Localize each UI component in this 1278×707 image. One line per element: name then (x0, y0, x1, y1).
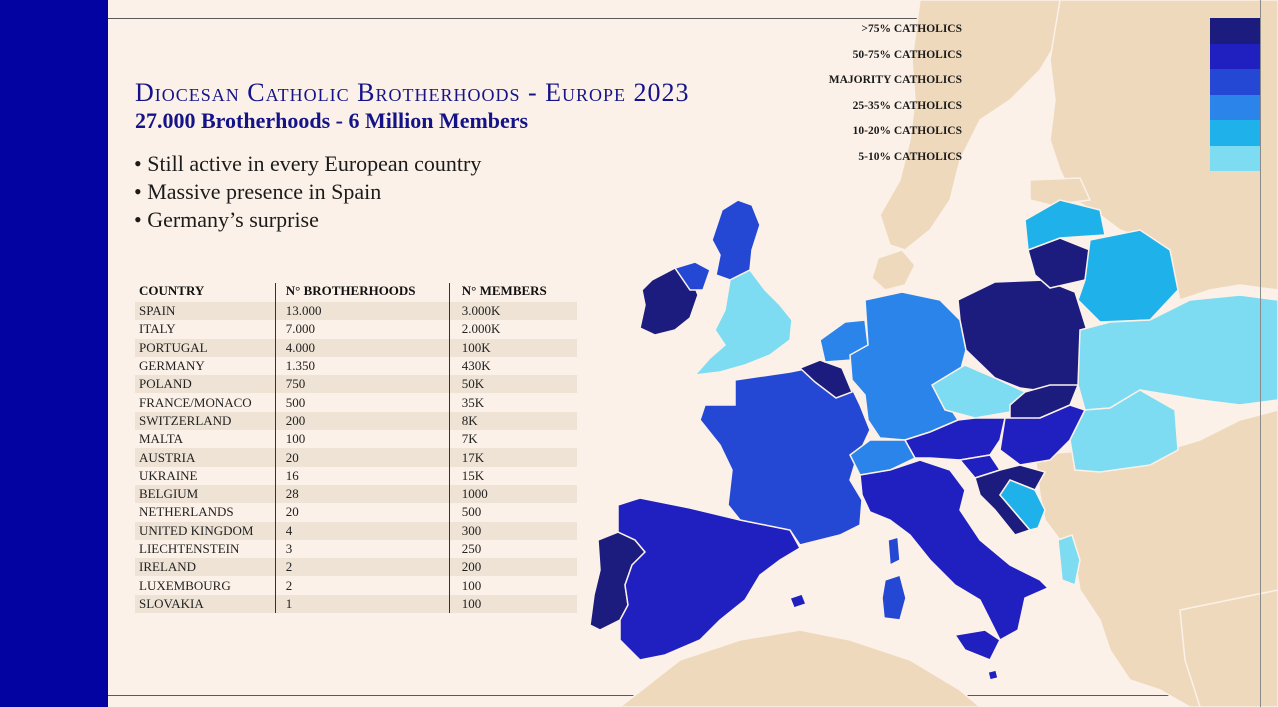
table-row (135, 522, 577, 540)
country-cell: SPAIN (139, 303, 176, 319)
legend-label: 5-10% CATHOLICS (858, 150, 962, 163)
table-row (135, 430, 577, 448)
members-cell: 17K (461, 449, 485, 465)
table-row (135, 393, 577, 411)
brotherhoods-cell: 1.350 (285, 358, 315, 374)
members-cell: 35K (461, 394, 485, 410)
brotherhoods-cell: 4 (285, 522, 293, 538)
corsica (888, 537, 900, 565)
country-cell: ITALY (139, 321, 176, 337)
legend-swatch (1210, 44, 1260, 70)
legend-label: 25-35% CATHOLICS (852, 99, 962, 112)
members-cell: 7K (461, 431, 478, 447)
legend-swatch (1210, 120, 1260, 146)
table-row (135, 467, 577, 485)
legend-label: 10-20% CATHOLICS (852, 125, 962, 137)
country-cell: UKRAINE (139, 467, 198, 483)
brotherhoods-cell: 2 (285, 559, 293, 575)
table-row (135, 576, 577, 594)
members-cell: 100K (461, 339, 491, 355)
legend-label: MAJORITY CATHOLICS (828, 74, 962, 86)
left-color-band (0, 0, 108, 707)
brotherhoods-cell: 16 (285, 467, 299, 483)
members-cell: 50K (461, 376, 485, 392)
brotherhoods-cell: 4.000 (285, 339, 315, 355)
country-cell: NETHERLANDS (139, 504, 234, 520)
table-body (135, 302, 577, 613)
sardinia (882, 575, 906, 620)
legend-swatch (1210, 18, 1260, 44)
right-frame-line (1260, 0, 1261, 707)
scotland (712, 200, 760, 280)
header-members: N° MEMBERS (461, 282, 547, 298)
members-cell: 100 (461, 577, 482, 593)
members-cell: 15K (461, 467, 485, 483)
country-cell: SWITZERLAND (139, 412, 232, 428)
germany (850, 292, 966, 440)
key-point: • Still active in every European country (134, 150, 481, 178)
table-row (135, 412, 577, 430)
sicily (955, 630, 1000, 660)
table-row (135, 302, 577, 320)
country-cell: LUXEMBOURG (139, 577, 231, 593)
turkey (1180, 590, 1278, 707)
members-cell: 250 (461, 541, 482, 556)
members-cell: 430K (461, 358, 491, 374)
table-row (135, 320, 577, 338)
header-brotherhoods: N° BROTHERHOODS (285, 282, 416, 298)
brotherhoods-cell: 200 (285, 412, 306, 428)
country-cell: BELGIUM (139, 486, 199, 502)
country-cell: AUSTRIA (139, 449, 196, 465)
key-points-list (134, 150, 481, 234)
brotherhoods-cell: 100 (285, 431, 306, 447)
members-cell: 8K (461, 412, 478, 428)
country-cell: IRELAND (139, 559, 197, 575)
country-cell: MALTA (139, 431, 183, 447)
country-cell: LIECHTENSTEIN (139, 541, 240, 556)
members-cell: 300 (461, 522, 482, 538)
key-point: • Germany’s surprise (134, 206, 481, 234)
members-cell: 100 (461, 595, 482, 611)
members-cell: 2.000K (461, 321, 501, 337)
brotherhoods-cell: 1 (285, 595, 293, 611)
great-britain (695, 270, 792, 375)
table-row (135, 357, 577, 375)
legend-swatch (1210, 95, 1260, 121)
legend-swatch (1210, 69, 1260, 95)
brotherhoods-cell: 7.000 (285, 321, 315, 337)
brotherhoods-table (135, 281, 577, 613)
country-cell: POLAND (139, 376, 192, 392)
page-subtitle: 27.000 Brotherhoods - 6 Million Members (135, 108, 529, 133)
column-separator (275, 283, 276, 613)
brotherhoods-cell: 13.000 (285, 303, 322, 319)
brotherhoods-cell: 500 (285, 394, 306, 410)
table-row (135, 375, 577, 393)
members-cell: 200 (461, 559, 482, 575)
brotherhoods-cell: 20 (285, 449, 299, 465)
balearics (790, 594, 806, 608)
members-cell: 500 (461, 504, 482, 520)
members-cell: 1000 (461, 486, 488, 502)
table-header (135, 281, 577, 300)
table-row (135, 339, 577, 357)
country-cell: PORTUGAL (139, 339, 208, 355)
brotherhoods-cell: 20 (285, 504, 299, 520)
country-cell: GERMANY (139, 358, 205, 374)
denmark (872, 250, 915, 290)
country-cell: FRANCE/MONACO (139, 394, 252, 410)
header-country: COUNTRY (139, 282, 205, 298)
brotherhoods-cell: 3 (285, 541, 293, 556)
table-row (135, 448, 577, 466)
legend-label: 50-75% CATHOLICS (852, 48, 962, 61)
legend-label: >75% CATHOLICS (861, 23, 962, 35)
country-cell: SLOVAKIA (139, 595, 204, 611)
malta (988, 670, 998, 680)
brotherhoods-cell: 28 (285, 486, 299, 502)
table-row (135, 558, 577, 576)
table-row (135, 540, 577, 558)
table-row (135, 503, 577, 521)
key-point: • Massive presence in Spain (134, 178, 481, 206)
country-cell: UNITED KINGDOM (139, 522, 254, 538)
page-title: Diocesan Catholic Brotherhoods - Europe 2023 (135, 78, 690, 107)
column-separator (449, 283, 450, 613)
members-cell: 3.000K (461, 303, 501, 319)
table-row (135, 485, 577, 503)
brotherhoods-cell: 750 (285, 376, 306, 392)
brotherhoods-cell: 2 (285, 577, 293, 593)
table-row (135, 595, 577, 613)
legend-swatch (1210, 146, 1260, 172)
